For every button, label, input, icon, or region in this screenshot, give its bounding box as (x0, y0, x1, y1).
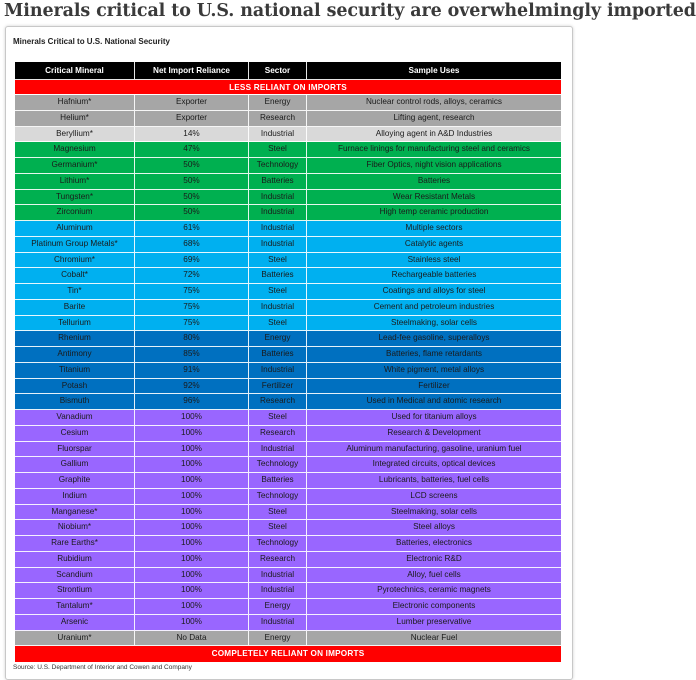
cell-mineral: Fluorspar (15, 442, 135, 457)
cell-sector: Industrial (249, 221, 307, 236)
cell-reliance: 14% (135, 127, 249, 142)
table-row (15, 536, 561, 552)
cell-reliance: 100% (135, 473, 249, 488)
cell-sector: Steel (249, 520, 307, 535)
cell-uses: Stainless steel (407, 254, 461, 264)
cell-mineral: Hafnium* (15, 95, 135, 110)
cell-reliance: 100% (135, 536, 249, 551)
cell-sector: Industrial (249, 190, 307, 205)
cell-uses: Wear Resistant Metals (392, 191, 476, 201)
cell-mineral: Zirconium (15, 205, 135, 220)
table-row (15, 599, 561, 615)
cell-reliance: 100% (135, 615, 249, 630)
cell-sector: Industrial (249, 442, 307, 457)
cell-uses: Pyrotechnics, ceramic magnets (377, 585, 491, 595)
table-row (15, 615, 561, 631)
table-row (15, 221, 561, 237)
cell-uses: Nuclear Fuel (410, 632, 458, 642)
table-row (15, 253, 561, 269)
cell-sector: Steel (249, 142, 307, 157)
cell-uses: Lumber preservative (396, 616, 472, 626)
cell-mineral: Uranium* (15, 631, 135, 646)
cell-uses: Aluminum manufacturing, gasoline, uranium fuel (346, 443, 522, 453)
cell-reliance: 47% (135, 142, 249, 157)
table-row (15, 552, 561, 568)
cell-sector: Industrial (249, 237, 307, 252)
cell-reliance: 91% (135, 363, 249, 378)
cell-uses: Batteries (417, 175, 451, 185)
cell-uses: Steelmaking, solar cells (390, 506, 477, 516)
minerals-table (15, 62, 561, 662)
cell-reliance: 100% (135, 442, 249, 457)
cell-reliance: 75% (135, 284, 249, 299)
cell-reliance: 100% (135, 520, 249, 535)
table-card (5, 26, 573, 680)
cell-mineral: Niobium* (15, 520, 135, 535)
cell-sector: Industrial (249, 363, 307, 378)
column-header-uses: Sample Uses (408, 66, 460, 75)
cell-reliance: 100% (135, 583, 249, 598)
cell-mineral: Indium (15, 489, 135, 504)
cell-mineral: Manganese* (15, 505, 135, 520)
cell-reliance: 100% (135, 426, 249, 441)
table-row (15, 190, 561, 206)
banner-completely-reliant: COMPLETELY RELIANT ON IMPORTS (15, 646, 561, 662)
cell-sector: Research (249, 552, 307, 567)
cell-mineral: Helium* (15, 111, 135, 126)
cell-reliance: 100% (135, 552, 249, 567)
cell-sector: Industrial (249, 300, 307, 315)
cell-uses: Lubricants, batteries, fuel cells (378, 475, 490, 484)
table-row (15, 583, 561, 599)
table-row (15, 426, 561, 442)
cell-sector: Fertilizer (249, 379, 307, 394)
cell-mineral: Arsenic (15, 615, 135, 630)
cell-uses: Coatings and alloys for steel (382, 286, 486, 295)
cell-uses: White pigment, metal alloys (383, 364, 485, 374)
cell-uses: Nuclear control rods, alloys, ceramics (365, 97, 503, 106)
cell-sector: Steel (249, 253, 307, 268)
cell-mineral: Tantalum* (15, 599, 135, 614)
cell-sector: Batteries (249, 268, 307, 283)
cell-uses: Rechargeable batteries (391, 270, 477, 280)
cell-sector: Industrial (249, 205, 307, 220)
cell-sector: Technology (249, 489, 307, 504)
cell-mineral: Germanium* (15, 158, 135, 173)
cell-uses: Used for titanium alloys (391, 412, 477, 421)
table-row (15, 473, 561, 489)
table-row (15, 268, 561, 284)
cell-sector: Industrial (249, 583, 307, 598)
cell-mineral: Tin* (15, 284, 135, 299)
cell-uses: Electronic R&D (406, 553, 462, 563)
cell-reliance: 72% (135, 268, 249, 283)
table-row (15, 127, 561, 143)
cell-sector: Steel (249, 316, 307, 331)
cell-mineral: Barite (15, 300, 135, 315)
cell-mineral: Tellurium (15, 316, 135, 331)
table-row (15, 568, 561, 584)
cell-sector: Industrial (249, 568, 307, 583)
cell-reliance: 68% (135, 237, 249, 252)
cell-uses: Batteries, flame retardants (385, 349, 483, 358)
cell-uses: Lead-fee gasoline, superalloys (378, 333, 490, 343)
table-row (15, 284, 561, 300)
cell-sector: Research (249, 111, 307, 126)
cell-reliance: 50% (135, 190, 249, 205)
cell-mineral: Potash (15, 379, 135, 394)
column-header-reliance: Net Import Reliance (135, 62, 249, 79)
cell-uses: Alloy, fuel cells (407, 569, 461, 579)
table-row (15, 95, 561, 111)
cell-sector: Technology (249, 158, 307, 173)
table-header-row (15, 62, 561, 80)
cell-reliance: 85% (135, 347, 249, 362)
cell-reliance: 100% (135, 505, 249, 520)
cell-reliance: 100% (135, 457, 249, 472)
table-row (15, 457, 561, 473)
cell-uses: Cement and petroleum industries (373, 301, 495, 311)
cell-reliance: 100% (135, 599, 249, 614)
table-row (15, 174, 561, 190)
cell-mineral: Rubidium (15, 552, 135, 567)
cell-mineral: Beryllium* (15, 127, 135, 142)
cell-sector: Batteries (249, 347, 307, 362)
cell-sector: Technology (249, 536, 307, 551)
cell-sector: Steel (249, 284, 307, 299)
cell-reliance: Exporter (135, 95, 249, 110)
table-row (15, 205, 561, 221)
cell-uses: Multiple sectors (405, 223, 463, 232)
cell-sector: Energy (249, 599, 307, 614)
cell-sector: Industrial (249, 127, 307, 142)
column-header-mineral: Critical Mineral (15, 62, 135, 79)
cell-sector: Technology (249, 457, 307, 472)
cell-reliance: 80% (135, 331, 249, 346)
cell-uses: Batteries, electronics (396, 538, 472, 547)
cell-sector: Energy (249, 331, 307, 346)
cell-uses: Furnace linings for manufacturing steel and ceramics (337, 144, 531, 154)
table-row (15, 331, 561, 347)
table-row (15, 142, 561, 158)
cell-mineral: Gallium (15, 457, 135, 472)
cell-reliance: No Data (135, 631, 249, 646)
table-row (15, 489, 561, 505)
cell-mineral: Rhenium (15, 331, 135, 346)
cell-mineral: Magnesium (15, 142, 135, 157)
cell-reliance: 50% (135, 205, 249, 220)
cell-sector: Steel (249, 505, 307, 520)
cell-reliance: 69% (135, 253, 249, 268)
cell-uses: Electronic components (392, 601, 476, 610)
cell-mineral: Bismuth (15, 394, 135, 409)
cell-uses: Alloying agent in A&D Industries (375, 128, 493, 138)
cell-mineral: Cesium (15, 426, 135, 441)
table-row (15, 237, 561, 253)
cell-uses: Research & Development (387, 427, 481, 437)
cell-reliance: 100% (135, 410, 249, 425)
cell-uses: Used in Medical and atomic research (366, 396, 502, 406)
cell-reliance: 61% (135, 221, 249, 236)
cell-mineral: Chromium* (15, 253, 135, 268)
cell-mineral: Lithium* (15, 174, 135, 189)
cell-mineral: Rare Earths* (15, 536, 135, 551)
source-note: Source: U.S. Department of Interior and Cowen and Company (13, 664, 192, 671)
table-row (15, 505, 561, 521)
cell-reliance: 50% (135, 158, 249, 173)
table-row (15, 442, 561, 458)
cell-uses: Steelmaking, solar cells (390, 317, 477, 327)
table-row (15, 158, 561, 174)
page-headline: Minerals critical to U.S. national security are overwhelmingly imported (4, 1, 696, 21)
cell-sector: Steel (249, 410, 307, 425)
table-row (15, 379, 561, 395)
cell-reliance: 50% (135, 174, 249, 189)
cell-reliance: 96% (135, 394, 249, 409)
cell-mineral: Scandium (15, 568, 135, 583)
cell-uses: Integrated circuits, optical devices (372, 459, 496, 469)
cell-uses: Fertilizer (418, 380, 450, 390)
cell-sector: Energy (249, 631, 307, 646)
cell-mineral: Cobalt* (15, 268, 135, 283)
table-row (15, 363, 561, 379)
cell-reliance: 75% (135, 316, 249, 331)
cell-mineral: Platinum Group Metals* (15, 237, 135, 252)
table-body (15, 95, 561, 646)
cell-reliance: 92% (135, 379, 249, 394)
table-title: Minerals Critical to U.S. National Security (13, 37, 170, 46)
cell-reliance: 75% (135, 300, 249, 315)
cell-mineral: Strontium (15, 583, 135, 598)
table-row (15, 347, 561, 363)
table-row (15, 410, 561, 426)
cell-mineral: Graphite (15, 473, 135, 488)
cell-reliance: Exporter (135, 111, 249, 126)
table-row (15, 520, 561, 536)
cell-uses: Fiber Optics, night vision applications (366, 160, 502, 169)
cell-mineral: Antimony (15, 347, 135, 362)
banner-less-reliant: LESS RELIANT ON IMPORTS (15, 80, 561, 95)
cell-sector: Research (249, 394, 307, 409)
cell-sector: Batteries (249, 174, 307, 189)
cell-uses: LCD screens (410, 490, 458, 500)
cell-mineral: Aluminum (15, 221, 135, 236)
cell-uses: Steel alloys (413, 522, 455, 532)
cell-reliance: 100% (135, 568, 249, 583)
cell-mineral: Vanadium (15, 410, 135, 425)
cell-mineral: Titanium (15, 363, 135, 378)
cell-sector: Industrial (249, 615, 307, 630)
table-row (15, 394, 561, 410)
cell-sector: Batteries (249, 473, 307, 488)
cell-uses: Lifting agent, research (393, 112, 475, 122)
cell-uses: High temp ceramic production (379, 207, 489, 217)
table-row (15, 631, 561, 647)
table-row (15, 111, 561, 127)
cell-uses: Catalytic agents (404, 238, 464, 248)
cell-sector: Research (249, 426, 307, 441)
cell-reliance: 100% (135, 489, 249, 504)
table-row (15, 300, 561, 316)
cell-mineral: Tungsten* (15, 190, 135, 205)
cell-sector: Energy (249, 95, 307, 110)
table-row (15, 316, 561, 332)
column-header-sector: Sector (249, 62, 307, 79)
